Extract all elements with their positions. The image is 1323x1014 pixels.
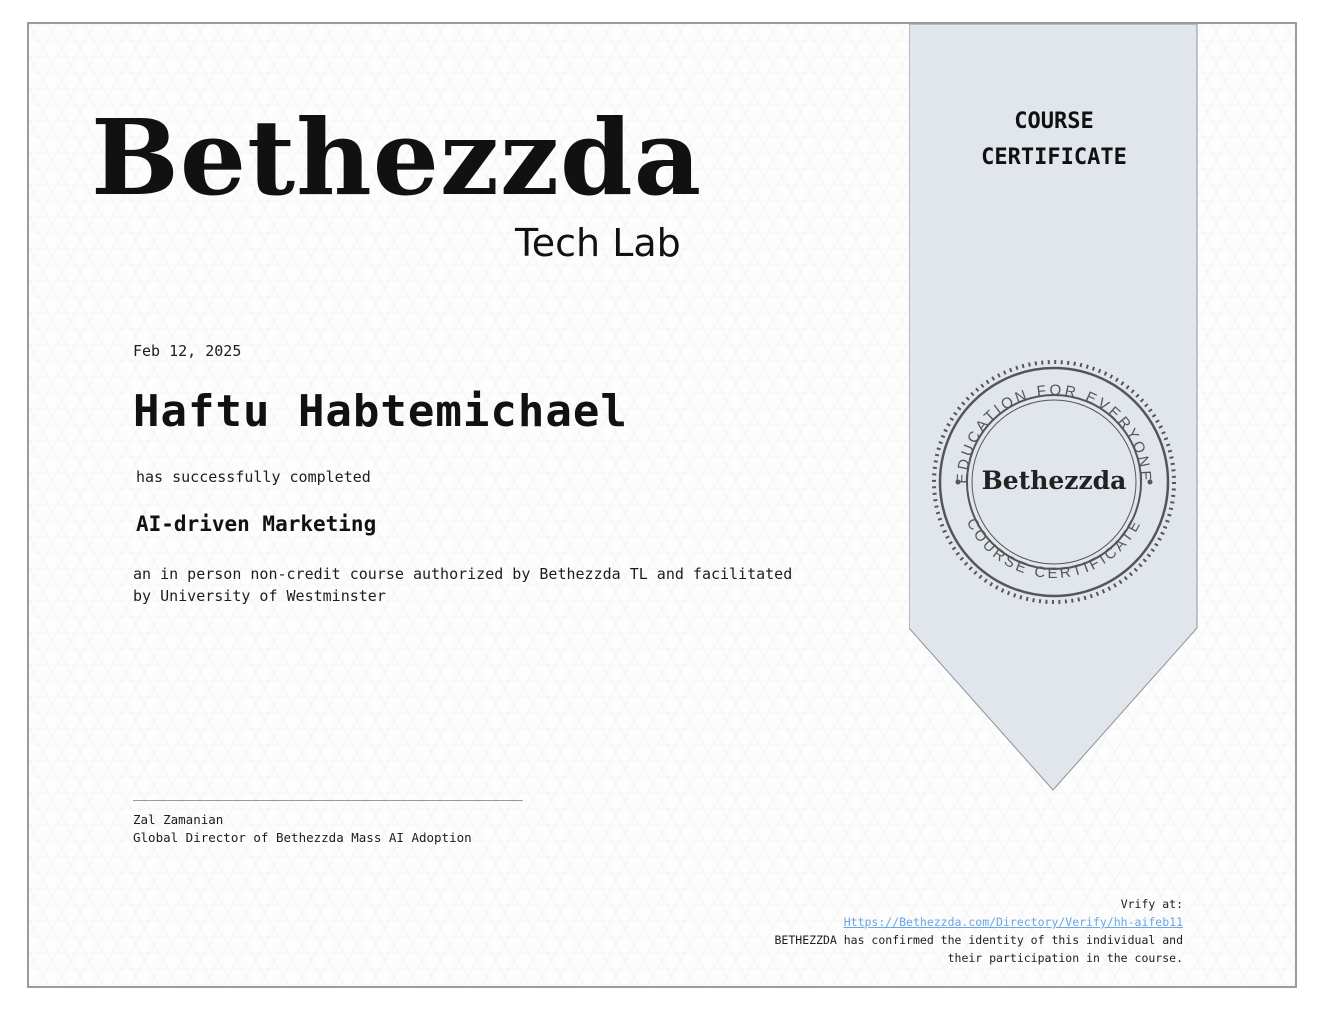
issue-date: Feb 12, 2025 [133,342,242,360]
description-line-2: by University of Westminster [133,587,386,605]
signatory-title: Global Director of Bethezzda Mass AI Adoption [133,830,472,845]
recipient-name: Haftu Habtemichael [133,386,628,437]
verify-link[interactable]: Https://Bethezzda.com/Directory/Verify/hh-aifeb11 [843,915,1183,929]
ribbon-title-line-2: CERTIFICATE [981,145,1127,170]
course-name: AI-driven Marketing [136,512,377,536]
signatory-name: Zal Zamanian [133,812,224,827]
verify-label: Vrify at: [1120,897,1183,911]
ribbon-title [909,104,1199,176]
verify-statement-line-2: their participation in the course. [947,951,1183,965]
certificate [27,22,1297,988]
seal-top-text: EDUCATION FOR EVERYONE [953,381,1155,485]
verify-statement-line-1: BETHEZZDA has confirmed the identity of this individual and [774,933,1183,947]
completion-text: has successfully completed [136,468,371,486]
signature-line [133,800,523,801]
ribbon-title-line-1: COURSE [1014,109,1094,134]
certificate-seal [928,356,1180,608]
certificate-ribbon [909,24,1199,794]
verification-block [763,895,1183,967]
seal-bottom-text: COURSE CERTIFICATE [962,515,1146,583]
seal-brand-name: Bethezzda [981,466,1127,495]
brand-logo: Bethezzda [91,96,703,219]
brand-subtitle: Tech Lab [515,221,681,265]
course-description [133,563,833,607]
description-line-1: an in person non-credit course authorized by Bethezzda TL and facilitated [133,565,793,583]
